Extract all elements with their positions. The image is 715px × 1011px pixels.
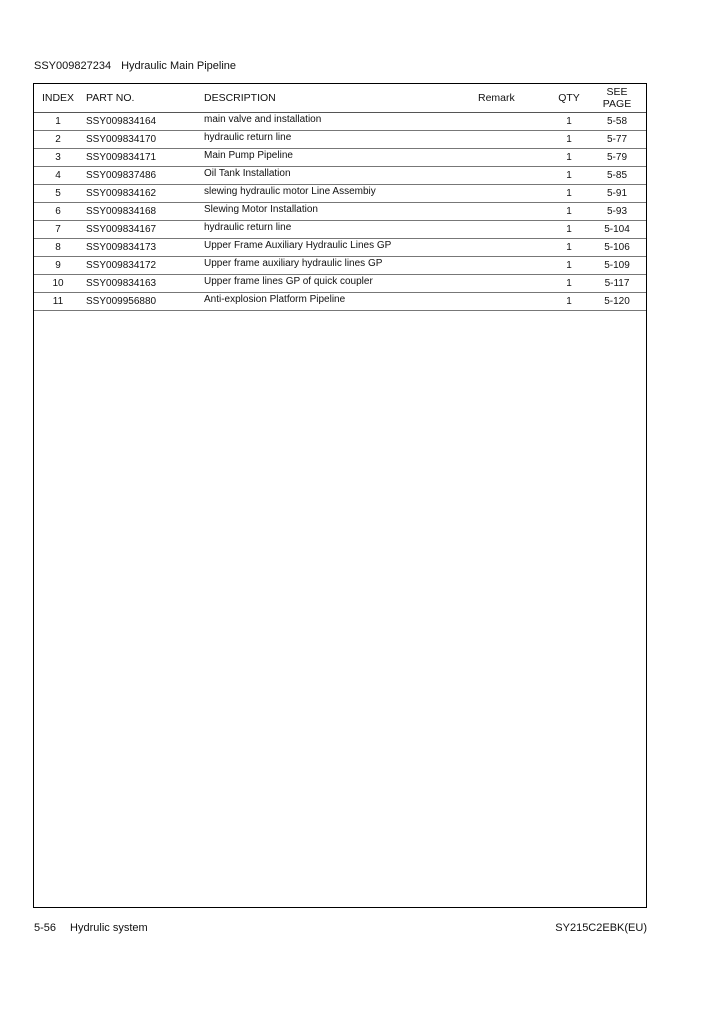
cell-part-no: SSY009834170 <box>82 131 200 149</box>
cell-part-no: SSY009834167 <box>82 221 200 239</box>
parts-list-frame <box>33 83 647 908</box>
cell-remark <box>472 113 550 131</box>
cell-index: 2 <box>34 131 82 149</box>
cell-description: Oil Tank Installation <box>200 167 472 185</box>
table-row <box>34 275 646 293</box>
cell-index: 3 <box>34 149 82 167</box>
column-header-description: DESCRIPTION <box>200 84 472 113</box>
cell-see-page: 5-58 <box>588 113 646 131</box>
cell-description: Anti-explosion Platform Pipeline <box>200 293 472 311</box>
cell-remark <box>472 239 550 257</box>
table-row <box>34 203 646 221</box>
cell-index: 9 <box>34 257 82 275</box>
table-row <box>34 293 646 311</box>
column-header-qty: QTY <box>550 84 588 113</box>
cell-description: Upper Frame Auxiliary Hydraulic Lines GP <box>200 239 472 257</box>
cell-part-no: SSY009834164 <box>82 113 200 131</box>
table-row <box>34 149 646 167</box>
cell-see-page: 5-77 <box>588 131 646 149</box>
table-row <box>34 257 646 275</box>
cell-remark <box>472 221 550 239</box>
cell-remark <box>472 275 550 293</box>
page-header <box>34 60 236 72</box>
parts-table <box>34 84 646 311</box>
cell-see-page: 5-93 <box>588 203 646 221</box>
column-header-part-no: PART NO. <box>82 84 200 113</box>
cell-description: Upper frame lines GP of quick coupler <box>200 275 472 293</box>
cell-qty: 1 <box>550 149 588 167</box>
cell-see-page: 5-85 <box>588 167 646 185</box>
cell-remark <box>472 203 550 221</box>
cell-qty: 1 <box>550 239 588 257</box>
cell-qty: 1 <box>550 275 588 293</box>
cell-qty: 1 <box>550 221 588 239</box>
cell-see-page: 5-79 <box>588 149 646 167</box>
cell-see-page: 5-120 <box>588 293 646 311</box>
page-footer-right <box>555 922 647 934</box>
cell-part-no: SSY009834168 <box>82 203 200 221</box>
cell-remark <box>472 257 550 275</box>
cell-see-page: 5-91 <box>588 185 646 203</box>
header-code: SSY009827234 <box>34 60 112 72</box>
cell-description: hydraulic return line <box>200 221 472 239</box>
cell-qty: 1 <box>550 293 588 311</box>
cell-see-page: 5-106 <box>588 239 646 257</box>
cell-remark <box>472 131 550 149</box>
see-page-line-2: PAGE <box>602 98 632 110</box>
column-header-see-page <box>588 84 646 113</box>
cell-qty: 1 <box>550 203 588 221</box>
footer-page-number: 5-56 <box>34 922 57 934</box>
cell-part-no: SSY009834163 <box>82 275 200 293</box>
cell-see-page: 5-109 <box>588 257 646 275</box>
cell-index: 5 <box>34 185 82 203</box>
column-header-index: INDEX <box>34 84 82 113</box>
cell-qty: 1 <box>550 167 588 185</box>
see-page-line-1: SEE <box>606 86 628 98</box>
cell-description: slewing hydraulic motor Line Assembiy <box>200 185 472 203</box>
cell-see-page: 5-104 <box>588 221 646 239</box>
column-header-remark: Remark <box>472 84 550 113</box>
table-row <box>34 131 646 149</box>
cell-index: 4 <box>34 167 82 185</box>
cell-description: Upper frame auxiliary hydraulic lines GP <box>200 257 472 275</box>
cell-index: 7 <box>34 221 82 239</box>
table-row <box>34 239 646 257</box>
footer-model: SY215C2EBK(EU) <box>555 922 647 934</box>
cell-qty: 1 <box>550 185 588 203</box>
cell-remark <box>472 167 550 185</box>
page-footer-left <box>34 922 148 934</box>
footer-section: Hydrulic system <box>70 922 148 934</box>
table-header-row <box>34 84 646 113</box>
cell-description: main valve and installation <box>200 113 472 131</box>
cell-index: 8 <box>34 239 82 257</box>
cell-part-no: SSY009837486 <box>82 167 200 185</box>
cell-see-page: 5-117 <box>588 275 646 293</box>
cell-description: hydraulic return line <box>200 131 472 149</box>
cell-remark <box>472 149 550 167</box>
cell-qty: 1 <box>550 257 588 275</box>
cell-index: 1 <box>34 113 82 131</box>
cell-remark <box>472 293 550 311</box>
cell-part-no: SSY009834172 <box>82 257 200 275</box>
cell-index: 10 <box>34 275 82 293</box>
cell-index: 11 <box>34 293 82 311</box>
table-row <box>34 113 646 131</box>
cell-qty: 1 <box>550 131 588 149</box>
cell-index: 6 <box>34 203 82 221</box>
table-row <box>34 221 646 239</box>
cell-description: Main Pump Pipeline <box>200 149 472 167</box>
cell-part-no: SSY009834171 <box>82 149 200 167</box>
header-title: Hydraulic Main Pipeline <box>121 60 237 72</box>
cell-part-no: SSY009834162 <box>82 185 200 203</box>
cell-qty: 1 <box>550 113 588 131</box>
cell-remark <box>472 185 550 203</box>
cell-part-no: SSY009834173 <box>82 239 200 257</box>
cell-part-no: SSY009956880 <box>82 293 200 311</box>
cell-description: Slewing Motor Installation <box>200 203 472 221</box>
table-row <box>34 185 646 203</box>
table-row <box>34 167 646 185</box>
